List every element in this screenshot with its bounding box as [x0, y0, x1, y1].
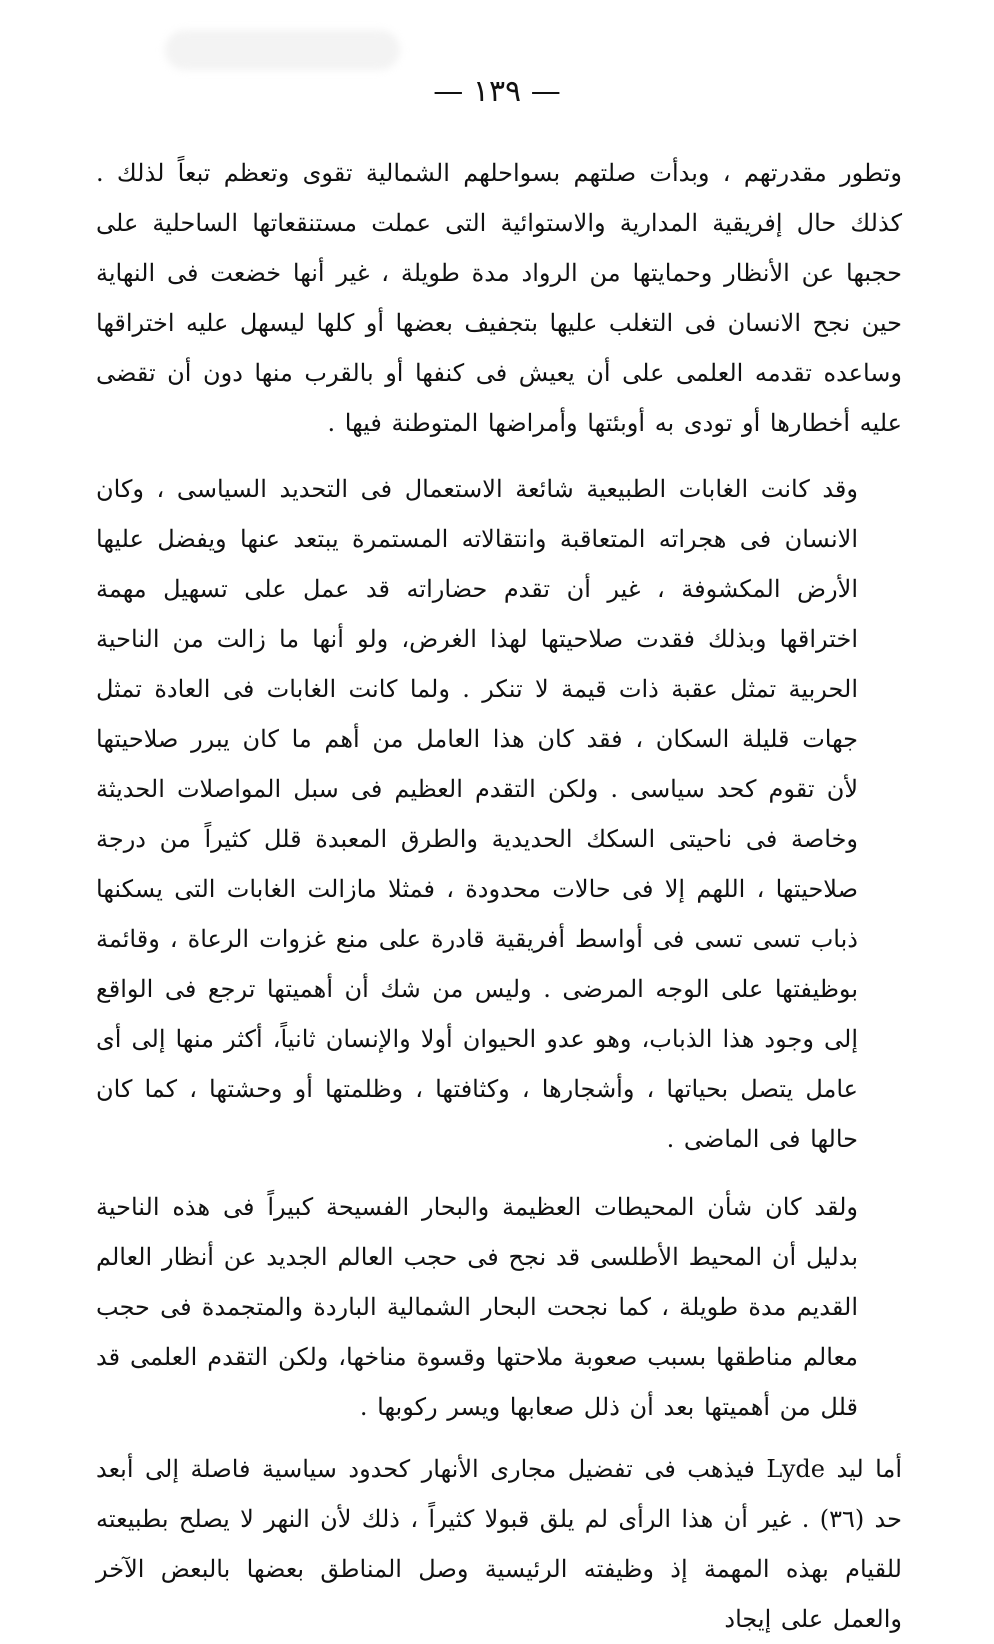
paragraph-1: وتطور مقدرتهم ، وبدأت صلتهم بسواحلهم الشمالية تقوى وتعظم تبعاً لذلك . كذلك حال إفريقية المدارية والاستوائية التى عملت مستنقعاتها الساحلية على حجبها عن الأنظار وحمايتها من الرواد مدة طويلة ، غير أنها خضعت فى النهاية حين نجح الانسان فى التغلب عليها بتجفيف بعضها أو كلها ليسهل عليه اختراقها وساعده تقدمه العلمى على أن يعيش فى كنفها أو بالقرب منها دون أن تقضى عليه أخطارها أو تودى به أوبئتها وأمراضها المتوطنة فيها .: [96, 159, 902, 437]
page-body: [96, 148, 902, 1644]
paragraph-2: وقد كانت الغابات الطبيعية شائعة الاستعمال فى التحديد السياسى ، وكان الانسان فى هجراته المتعاقبة وانتقالاته المستمرة يبتعد عنها ويفضل عليها الأرض المكشوفة ، غير أن تقدم حضاراته قد عمل على تسهيل مهمة اختراقها وبذلك فقدت صلاحيتها لهذا الغرض، ولو أنها ما زالت من الناحية الحربية تمثل عقبة ذات قيمة لا تنكر . ولما كانت الغابات فى العادة تمثل جهات قليلة السكان ، فقد كان هذا العامل من أهم ما كان يبرر صلاحيتها لأن تقوم كحد سياسى . ولكن التقدم العظيم فى سبل المواصلات الحديثة وخاصة فى ناحيتى السكك الحديدية والطرق المعبدة قلل كثيراً من درجة صلاحيتها ، اللهم إلا فى حالات محدودة ، فمثلا مازالت الغابات التى يسكنها ذباب تسى تسى فى أواسط أفريقية قادرة على منع غزوات الرعاة ، وقائمة بوظيفتها على الوجه المرضى . وليس من شك أن أهميتها ترجع فى الواقع إلى وجود هذا الذباب، وهو عدو الحيوان أولا والإنسان ثانياً، أكثر منها إلى أى عامل يتصل بحياتها ، وأشجارها ، وكثافتها ، وظلمتها أو وحشتها ، كما كان حالها فى الماضى .: [96, 475, 859, 1153]
paragraph-spacer: [96, 1164, 902, 1182]
paragraph-3: ولقد كان شأن المحيطات العظيمة والبحار الفسيحة كبيراً فى هذه الناحية بدليل أن المحيط الأطلسى قد نجح فى حجب العالم الجديد عن أنظار العالم القديم مدة طويلة ، كما نجحت البحار الشمالية الباردة والمتجمدة فى حجب معالم مناطقها بسبب صعوبة ملاحتها وقسوة مناخها، ولكن التقدم العلمى قد قلل من أهميتها بعد أن ذلل صعابها ويسر ركوبها .: [96, 1193, 858, 1421]
scan-smudge: [165, 30, 400, 70]
paragraph-spacer: [96, 448, 902, 464]
paragraph-4: أما ليد Lyde فيذهب فى تفضيل مجارى الأنهار كحدود سياسية فاصلة إلى أبعد حد (٣٦) . غير أن هذا الرأى لم يلق قبولا كثيراً ، ذلك لأن النهر لا يصلح بطبيعته للقيام بهذه المهمة إذ وظيفته الرئيسية وصل المناطق بعضها بالبعض الآخر والعمل على إيجاد: [96, 1455, 903, 1633]
page-number: — ١٣٩ —: [433, 74, 561, 109]
paragraph-spacer: [96, 1432, 902, 1444]
